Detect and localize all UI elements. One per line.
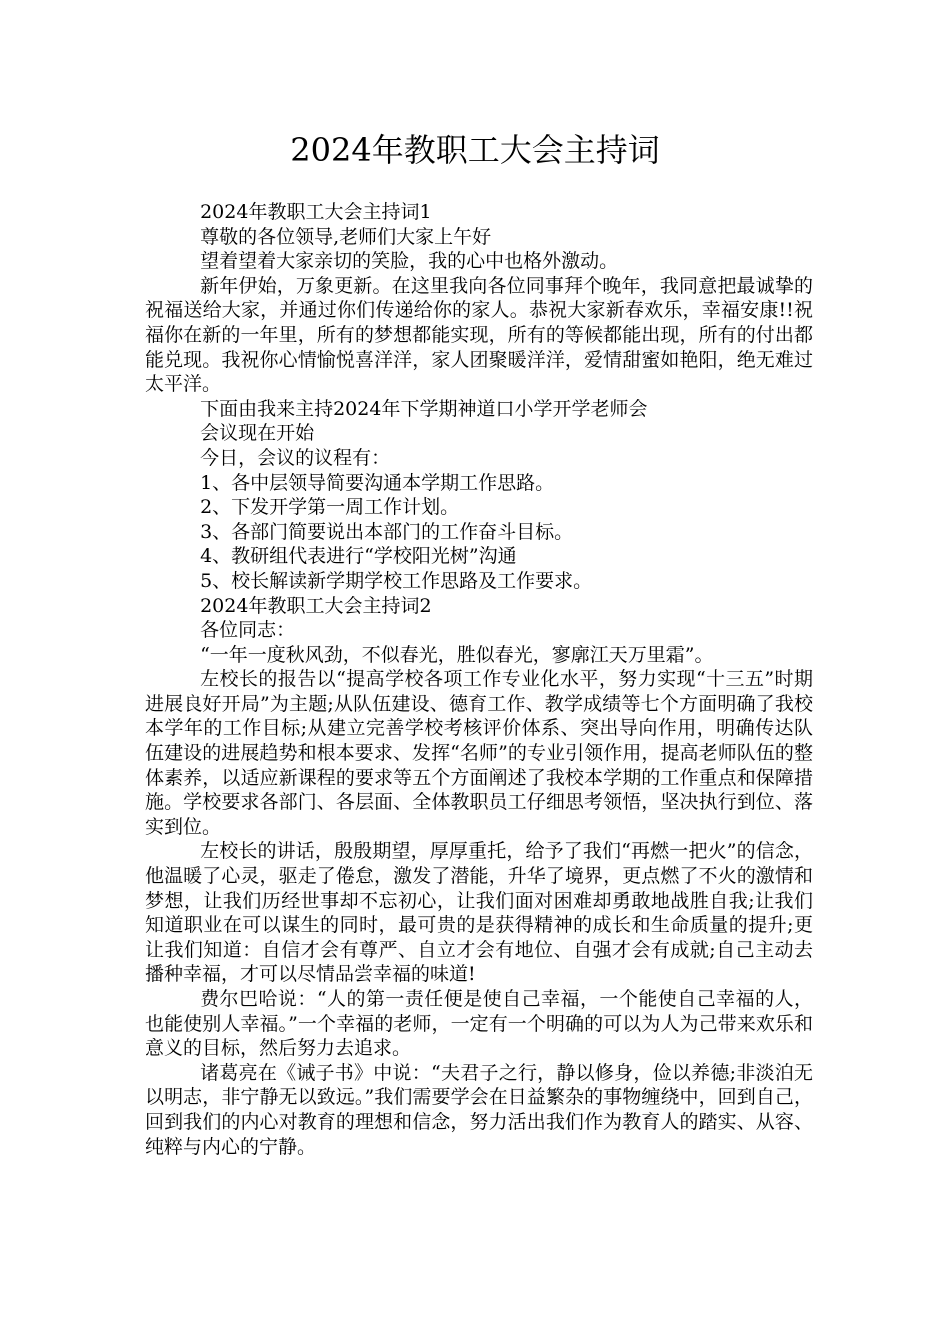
paragraph: 望着望着大家亲切的笑脸，我的心中也格外激动。 — [200, 250, 619, 273]
paragraph: “一年一度秋风劲，不似春光，胜似春光，寥廓江天万里霜”。 — [200, 643, 714, 666]
paragraph: 左校长的报告以“提高学校各项工作专业化水平，努力实现“十三五”时期进展良好开局”为主题;从队伍建设、德育工作、教学成绩等七个方面明确了我校本学年的工作目标;从建立完善学校考核评价体系、突出导向作用，明确传达队伍建设的进展趋势和根本要求、发挥“名师”的专业引领作用，提高老师队伍的整体素养，以适应新课程的要求等五个方面阐述了我校本学期的工作重点和保障措施。学校要求各部门、各层面、全体教职员工仔细思考领悟，坚决执行到位、落实到位。 — [145, 668, 813, 838]
paragraph: 新年伊始，万象更新。在这里我向各位同事拜个晚年，我同意把最诚挚的祝福送给大家，并通过你们传递给你的家人。恭祝大家新春欢乐，幸福安康!!祝福你在新的一年里，所有的梦想都能实现，所有的等候都能出现，所有的付出都能兑现。我祝你心情愉悦喜洋洋，家人团聚暖洋洋，爱情甜蜜如艳阳，绝无难过太平洋。 — [145, 274, 813, 396]
greeting: 尊敬的各位领导,老师们大家上午好 — [200, 225, 492, 248]
agenda-item: 2、下发开学第一周工作计划。 — [200, 496, 460, 519]
agenda-intro: 今日，会议的议程有： — [200, 446, 391, 469]
greeting: 各位同志： — [200, 619, 296, 642]
paragraph: 会议现在开始 — [200, 422, 315, 445]
agenda-item: 3、各部门简要说出本部门的工作奋斗目标。 — [200, 520, 574, 543]
paragraph: 费尔巴哈说：“人的第一责任便是使自己幸福，一个能使自己幸福的人，也能使别人幸福。”一个幸福的老师，一定有一个明确的可以为人为己带来欢乐和意义的目标，然后努力去追求。 — [145, 988, 813, 1060]
agenda-item: 5、校长解读新学期学校工作思路及工作要求。 — [200, 569, 593, 592]
document-body — [145, 200, 813, 1159]
agenda-item: 4、教研组代表进行“学校阳光树”沟通 — [200, 545, 517, 568]
paragraph: 左校长的讲话，殷殷期望，厚厚重托，给予了我们“再燃一把火”的信念，他温暖了心灵，驱走了倦怠，激发了潜能，升华了境界，更点燃了不火的激情和梦想，让我们历经世事却不忘初心，让我们面对困难却勇敢地战胜自我;让我们知道职业在可以谋生的同时，最可贵的是获得精神的成长和生命质量的提升;更让我们知道：自信才会有尊严、自立才会有地位、自强才会有成就;自己主动去播种幸福，才可以尽情品尝幸福的味道! — [145, 840, 813, 986]
paragraph: 诸葛亮在《诫子书》中说：“夫君子之行，静以修身，俭以养德;非淡泊无以明志，非宁静无以致远。”我们需要学会在日益繁杂的事物缠绕中，回到自己，回到我们的内心对教育的理想和信念，努力活出我们作为教育人的踏实、从容、纯粹与内心的宁静。 — [145, 1061, 813, 1158]
agenda-item: 1、各中层领导简要沟通本学期工作思路。 — [200, 471, 555, 494]
subheading-1: 2024年教职工大会主持词1 — [200, 201, 432, 223]
subheading-2: 2024年教职工大会主持词2 — [200, 594, 432, 617]
paragraph: 下面由我来主持2024年下学期神道口小学开学老师会 — [200, 397, 648, 420]
document-title: 2024年教职工大会主持词 — [290, 131, 660, 169]
